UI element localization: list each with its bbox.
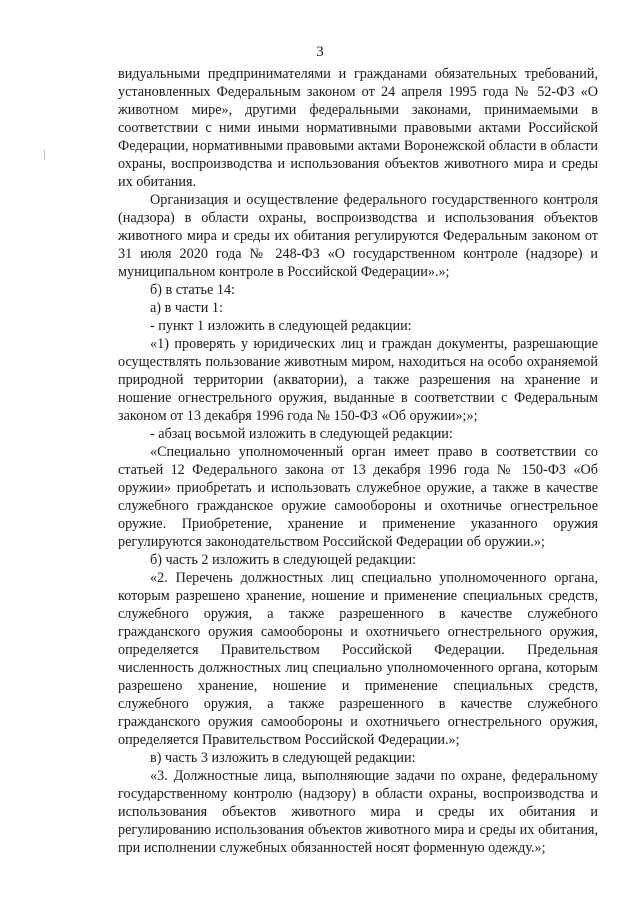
paragraph-part-3-text: «3. Должностные лица, выполняющие задачи по охране, федеральному государственному контролю (надзору) в области охраны, воспроизводства и использования объектов животного мира и среды их обитания и регулированию использования объектов животного мира и среды их обитания, при исполнении служебных обязанностей носят форменную одежду.»; bbox=[118, 768, 598, 856]
page-number: 3 bbox=[316, 44, 324, 60]
paragraph-control-organization: Организация и осуществление федерального государственного контроля (надзора) в области охраны, воспроизводства и использования объектов животного мира и среды их обитания регулируются Федеральным законом от 31 июля 2020 года № 248-ФЗ «О государственном контроле (надзоре) и муниципальном контроле в Российской Федерации».»; bbox=[118, 192, 598, 280]
paragraph-point-1-intro: - пункт 1 изложить в следующей редакции: bbox=[150, 318, 412, 334]
paragraph-abzac-8-intro: - абзац восьмой изложить в следующей редакции: bbox=[150, 426, 453, 442]
paragraph-part-2-intro: б) часть 2 изложить в следующей редакции: bbox=[150, 552, 417, 568]
paragraph-continuation: видуальными предпринимателями и гражданами обязательных требований, установленных Федеральным законом от 24 апреля 1995 года № 52-ФЗ «О животном мире», другими федеральными законами, принимаемыми в соответствии с ними иными нормативными правовыми актами Российской Федерации, нормативными правовыми актами Воронежской области в области охраны, воспроизводства и использования объектов животного мира и среды их обитания. bbox=[118, 66, 598, 190]
margin-mark bbox=[44, 150, 45, 160]
paragraph-part-3-intro: в) часть 3 изложить в следующей редакции: bbox=[150, 750, 416, 766]
paragraph-point-1-text: «1) проверять у юридических лиц и граждан документы, разрешающие осуществлять пользование животным миром, находиться на особо охраняемой природной территории (акватории), а также разрешения на хранение и ношение огнестрельного оружия, выданные в соответствии с Федеральным законом от 13 декабря 1996 года № 150-ФЗ «Об оружии»;»; bbox=[118, 336, 598, 424]
paragraph-part-1: а) в части 1: bbox=[150, 300, 223, 316]
document-body bbox=[118, 65, 598, 857]
paragraph-article-14: б) в статье 14: bbox=[150, 282, 235, 298]
paragraph-part-2-text: «2. Перечень должностных лиц специально уполномоченного органа, которым разрешено хранение, ношение и применение специальных средств, служебного оружия, а также разрешенного в качестве служебного гражданского оружия самообороны и охотничьего огнестрельного оружия, определяется Правительством Российской Федерации. Предельная численность должностных лиц специально уполномоченного органа, которым разрешено хранение, ношение и применение специальных средств, служебного оружия, а также разрешенного в качестве служебного гражданского оружия самообороны и охотничьего огнестрельного оружия, определяется Правительством Российской Федерации.»; bbox=[118, 570, 598, 748]
paragraph-abzac-8-text: «Специально уполномоченный орган имеет право в соответствии со статьей 12 Федерального закона от 13 декабря 1996 года № 150-ФЗ «Об оружии» приобретать и использовать служебное оружие, а также в качестве служебного гражданское оружие самообороны и охотничье огнестрельное оружие. Приобретение, хранение и применение указанного оружия регулируются законодательством Российской Федерации об оружии.»; bbox=[118, 444, 598, 550]
